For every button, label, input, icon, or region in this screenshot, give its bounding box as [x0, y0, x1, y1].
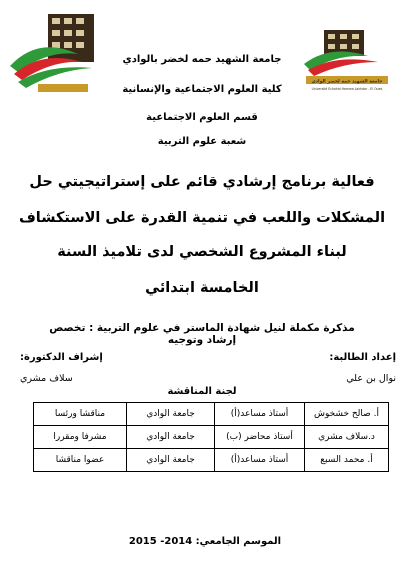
thesis-title-line-2: المشكلات واللعب في تنمية القدرة على الاستكشاف: [18, 210, 386, 226]
member-role: مشرفا ومقررا: [34, 426, 127, 449]
student-name: نوال بن علي: [346, 373, 396, 384]
member-rank: أستاذ محاضر (ب): [215, 426, 305, 449]
university-emblem-logo-right: [302, 30, 392, 92]
supervised-by-label: إشراف الدكتورة:: [20, 352, 103, 363]
member-role: عضوا مناقشا: [34, 449, 127, 472]
university-name: جامعة الشهيد حمه لخضر بالوادي: [122, 54, 282, 65]
member-rank: أستاذ مساعد(أ): [215, 403, 305, 426]
thesis-title-line-3: لبناء المشروع الشخصي لدى تلاميذ السنة: [57, 244, 347, 260]
department-name: قسم العلوم الاجتماعية: [146, 112, 258, 123]
committee-title: لجنة المناقشة: [167, 386, 237, 397]
member-institution: جامعة الوادي: [127, 403, 215, 426]
academic-year: الموسم الجامعي: 2014- 2015: [128, 536, 282, 547]
member-name: د.سلاف مشري: [305, 426, 389, 449]
member-institution: جامعة الوادي: [127, 426, 215, 449]
table-row: [34, 426, 389, 449]
member-name: أ. محمد السبع: [305, 449, 389, 472]
thesis-degree-note: مذكرة مكملة لنيل شهادة الماستر في علوم التربية : تخصص إرشاد وتوجيه: [49, 322, 355, 346]
committee-table: [33, 402, 389, 472]
member-role: مناقشا ورئسا: [34, 403, 127, 426]
supervisor-name: سلاف مشري: [20, 373, 73, 384]
member-institution: جامعة الوادي: [127, 449, 215, 472]
member-name: أ. صالح خشخوش: [305, 403, 389, 426]
thesis-title-line-1: فعالية برنامج إرشادي قائم على إستراتيجيتي حل: [29, 174, 375, 190]
thesis-title-line-4: الخامسة ابتدائي: [145, 280, 259, 296]
university-building-logo-left: [8, 6, 100, 94]
division-name: شعبة علوم التربية: [157, 136, 247, 147]
member-rank: أستاذ مساعد(أ): [215, 449, 305, 472]
table-row: [34, 403, 389, 426]
logo-right-arabic-text: جامعة الشهيد حمه لخضر الوادي: [311, 79, 383, 85]
logo-right-latin-text: Université Echahid Hamma Lakhdar - El Oued: [311, 87, 383, 91]
faculty-name: كلية العلوم الاجتماعية والإنسانية: [122, 84, 282, 95]
prepared-by-label: إعداد الطالبة:: [329, 352, 396, 363]
table-row: [34, 449, 389, 472]
